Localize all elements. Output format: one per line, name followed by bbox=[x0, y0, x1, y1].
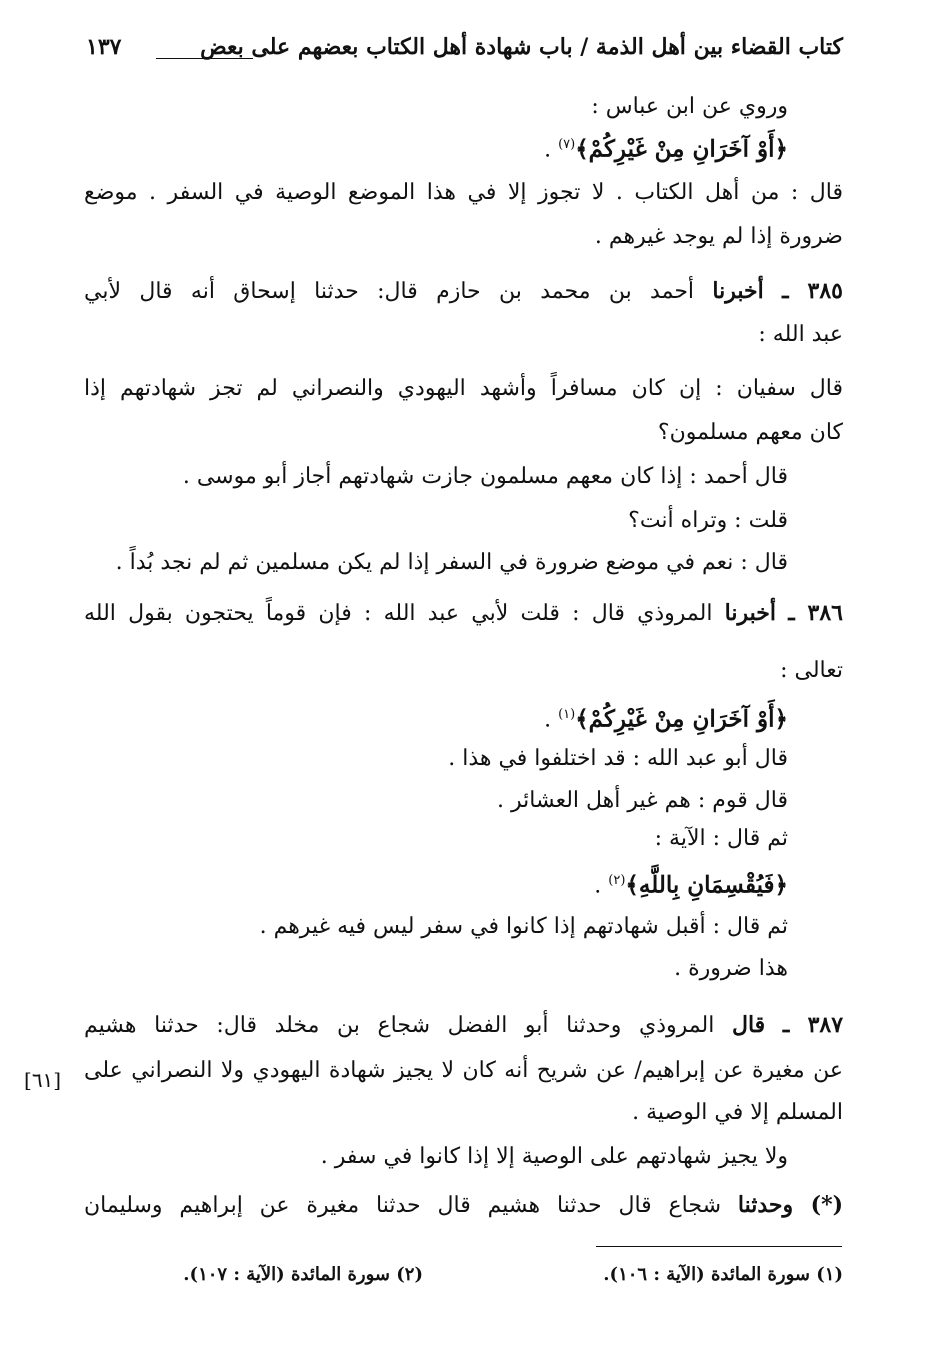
footnote-marker: (١) bbox=[558, 707, 576, 722]
text-line: ضرورة إذا لم يوجد غيرهم . bbox=[594, 224, 843, 249]
text-line bbox=[84, 1190, 843, 1221]
footnote-marker: (٢) bbox=[608, 873, 626, 888]
text-line: عبد الله : bbox=[758, 322, 843, 347]
hadith-387-line bbox=[84, 1010, 843, 1041]
narration-keyword: (*) وحدثنا bbox=[737, 1192, 843, 1218]
hadith-386-line bbox=[84, 598, 843, 629]
text-line: كان معهم مسلمون؟ bbox=[657, 420, 843, 445]
text-line: ثم قال : الآية : bbox=[654, 826, 788, 851]
page-number: ١٣٧ bbox=[86, 34, 122, 60]
text-span: شجاع قال حدثنا هشيم قال حدثنا مغيرة عن إبراهيم وسليمان bbox=[84, 1193, 738, 1218]
narration-keyword: أخبرنا bbox=[712, 278, 764, 304]
text-line: تعالى : bbox=[780, 658, 843, 683]
text-span: المروذي قال : قلت لأبي عبد الله : فإن قوماً يحتجون بقول الله bbox=[84, 601, 725, 626]
quran-verse: ﴿أَوْ آخَرَانِ مِنْ غَيْرِكُمْ﴾ bbox=[575, 705, 788, 733]
footnote-marker: (٧) bbox=[558, 137, 576, 152]
quran-verse-line bbox=[594, 866, 788, 901]
punctuation: . bbox=[544, 707, 559, 733]
text-span: المروذي وحدثنا أبو الفضل شجاع بن مخلد قال: حدثنا هشيم bbox=[84, 1013, 732, 1038]
narration-keyword: أخبرنا bbox=[724, 600, 776, 626]
text-line: وروي عن ابن عباس : bbox=[591, 94, 788, 119]
text-line: هذا ضرورة . bbox=[674, 956, 788, 981]
quran-verse-line bbox=[544, 130, 788, 165]
text-line: المسلم إلا في الوصية . bbox=[632, 1100, 843, 1125]
quran-verse: ﴿فَيُقْسِمَانِ بِاللَّهِ﴾ bbox=[625, 871, 788, 899]
hadith-number: ٣٨٦ ـ bbox=[788, 600, 843, 626]
text-line: قال : من أهل الكتاب . لا تجوز إلا في هذا الموضع الوصية في السفر . موضع bbox=[84, 180, 843, 205]
narration-keyword: قال bbox=[731, 1012, 766, 1038]
running-header bbox=[86, 32, 843, 68]
text-line: قال أحمد : إذا كان معهم مسلمون جازت شهادتهم أجاز أبو موسى . bbox=[182, 464, 788, 489]
text-line: عن مغيرة عن إبراهيم/ عن شريح أنه كان لا يجيز شهادة اليهودي ولا النصراني على bbox=[84, 1058, 843, 1083]
quran-verse-line bbox=[544, 700, 788, 735]
text-line: قال سفيان : إن كان مسافراً وأشهد اليهودي والنصراني لم تجز شهادتهم إذا bbox=[84, 376, 843, 401]
footnote-rule bbox=[596, 1246, 842, 1247]
text-span: أحمد بن محمد بن حازم قال: حدثنا إسحاق أنه قال لأبي bbox=[84, 279, 713, 304]
text-line: ثم قال : أقبل شهادتهم إذا كانوا في سفر ليس فيه غيرهم . bbox=[259, 914, 788, 939]
footnote-1: (١) سورة المائدة (الآية : ١٠٦). bbox=[603, 1264, 843, 1285]
header-title: كتاب القضاء بين أهل الذمة / باب شهادة أهل الكتاب بعضهم على بعض bbox=[200, 34, 843, 60]
margin-page-reference: [٦١] bbox=[24, 1068, 62, 1092]
hadith-number: ٣٨٥ ـ bbox=[782, 278, 843, 304]
header-rule bbox=[156, 58, 253, 59]
hadith-385-line bbox=[84, 276, 843, 307]
punctuation: . bbox=[594, 873, 609, 899]
text-line: ولا يجيز شهادتهم على الوصية إلا إذا كانوا في سفر . bbox=[320, 1144, 788, 1169]
quran-verse: ﴿أَوْ آخَرَانِ مِنْ غَيْرِكُمْ﴾ bbox=[575, 135, 788, 163]
text-line: قال أبو عبد الله : قد اختلفوا في هذا . bbox=[448, 746, 788, 771]
footnote-2: (٢) سورة المائدة (الآية : ١٠٧). bbox=[183, 1264, 423, 1285]
hadith-number: ٣٨٧ ـ bbox=[782, 1012, 844, 1038]
text-line: قلت : وتراه أنت؟ bbox=[628, 508, 788, 533]
punctuation: . bbox=[544, 137, 559, 163]
text-line: قال قوم : هم غير أهل العشائر . bbox=[497, 788, 788, 813]
text-line: قال : نعم في موضع ضرورة في السفر إذا لم يكن مسلمين ثم لم نجد بُداً . bbox=[115, 550, 788, 575]
